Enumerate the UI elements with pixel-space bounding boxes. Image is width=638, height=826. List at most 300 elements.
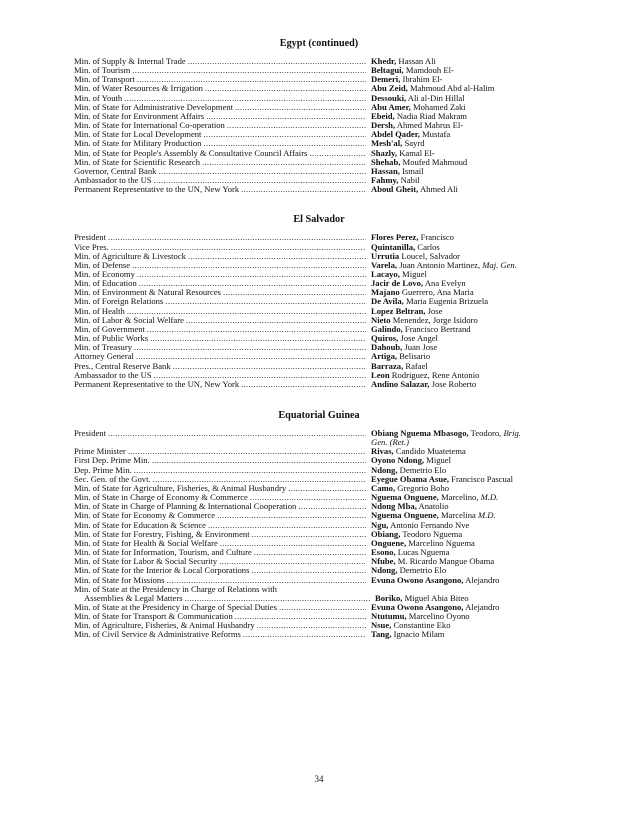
- country-heading: Equatorial Guinea: [278, 410, 360, 421]
- official-surname: Aboul Gheit,: [371, 185, 419, 195]
- official-row: [74, 167, 564, 176]
- office-title: Min. of Treasury: [74, 343, 133, 353]
- office-cell: [74, 261, 366, 270]
- official-surname: Tang,: [371, 630, 392, 640]
- official-surname: Majano: [371, 288, 400, 298]
- dot-leader: [254, 548, 366, 557]
- official-name: [366, 603, 564, 612]
- official-surname: Rivas,: [371, 447, 394, 457]
- office-title: Governor, Central Bank: [74, 166, 157, 176]
- office-cell: [74, 447, 366, 456]
- official-given-name: Marcelina: [440, 511, 476, 521]
- official-row: [74, 566, 564, 575]
- official-name: [366, 493, 564, 502]
- official-given-name: Ibrahim El-: [402, 75, 443, 85]
- office-cell: [74, 167, 366, 176]
- office-cell: [74, 493, 366, 502]
- office-title: Min. of Government: [74, 324, 145, 334]
- official-row: [74, 233, 564, 242]
- official-surname: Khedr,: [371, 57, 397, 66]
- official-surname: Camo,: [371, 483, 396, 493]
- official-row: [74, 352, 564, 361]
- official-surname: Ndong,: [371, 465, 398, 475]
- official-name: [366, 103, 564, 112]
- official-name: [366, 121, 564, 130]
- official-row: [74, 158, 564, 167]
- official-surname: Boriko,: [374, 593, 403, 603]
- official-given-name: Francisco Bertrand: [404, 324, 471, 334]
- dot-leader: [108, 429, 366, 438]
- official-given-name: Marcelino Oyono: [408, 612, 470, 622]
- country-section: [74, 38, 564, 194]
- official-row: [74, 103, 564, 112]
- official-given-name: Francisco: [420, 233, 454, 243]
- official-name: [366, 66, 564, 75]
- office-cell: [74, 466, 366, 475]
- officials-list: [74, 429, 564, 640]
- dot-leader: [205, 84, 366, 93]
- office-title: Min. of State at the Presidency in Charge of Relations with: [74, 584, 277, 594]
- dot-leader: [219, 557, 366, 566]
- official-surname: De Avila,: [371, 297, 404, 307]
- official-surname: Obiang Nguema Mbasogo,: [371, 429, 469, 438]
- office-title: Ambassador to the US: [74, 176, 152, 186]
- dot-leader: [127, 307, 366, 316]
- official-surname: Artiga,: [371, 352, 398, 362]
- official-given-name: Hassan Ali: [398, 57, 436, 66]
- official-surname: Barraza,: [371, 361, 404, 371]
- dot-leader: [150, 334, 366, 343]
- official-name: [366, 371, 564, 380]
- office-cell: [74, 548, 366, 557]
- office-title: Min. of State for People's Assembly & Consultative Council Affairs: [74, 148, 308, 158]
- office-title: Ambassador to the US: [74, 370, 152, 380]
- official-given-name: Ali al-Din Hillal: [407, 93, 465, 103]
- official-given-name: Belisario: [399, 352, 431, 362]
- official-row: [74, 484, 564, 493]
- official-rank: M.D.: [477, 511, 496, 521]
- office-title: Prime Minister: [74, 447, 126, 457]
- dot-leader: [165, 297, 366, 306]
- dot-leader: [111, 243, 366, 252]
- official-name: [366, 530, 564, 539]
- official-row: [74, 270, 564, 279]
- official-name: [366, 261, 564, 270]
- office-title: Min. of State for Economy & Commerce: [74, 511, 216, 521]
- office-cell: [74, 158, 366, 167]
- office-title: Min. of State for Local Development: [74, 130, 202, 140]
- official-given-name: Candido Muatetema: [395, 447, 466, 457]
- official-surname: Shazly,: [371, 148, 398, 158]
- dot-leader: [217, 511, 366, 520]
- official-name: [366, 447, 564, 456]
- official-rank: Maj. Gen.: [482, 260, 517, 270]
- official-name: [366, 279, 564, 288]
- dot-leader: [241, 185, 366, 194]
- official-name: [366, 466, 564, 475]
- office-cell: [74, 334, 366, 343]
- official-given-name: Sayrd: [404, 139, 425, 149]
- office-cell: [74, 94, 366, 103]
- official-given-name: Miguel Abia Biteo: [404, 593, 469, 603]
- office-title: Vice Pres.: [74, 242, 109, 252]
- dot-leader: [154, 371, 366, 380]
- official-given-name: Demetrio Elo: [399, 566, 447, 576]
- office-cell: [74, 75, 366, 84]
- office-cell: [74, 270, 366, 279]
- official-given-name: Maria Eugenia Brizuela: [405, 297, 489, 307]
- office-cell: [74, 502, 366, 511]
- country-heading: Egypt (continued): [279, 38, 359, 49]
- official-rank: Brig.: [503, 429, 521, 438]
- official-name: [366, 612, 564, 621]
- office-title: Min. of State for International Co-operation: [74, 121, 225, 131]
- official-row: [74, 325, 564, 334]
- official-rank: Gen. (Ret.): [371, 438, 409, 448]
- official-surname: Eyegue Obama Asue,: [371, 474, 450, 484]
- official-surname: Onguene,: [371, 538, 407, 548]
- official-name: [366, 334, 564, 343]
- official-surname: Ebeid,: [371, 111, 395, 121]
- official-row: [74, 297, 564, 306]
- official-name: [366, 429, 564, 438]
- office-cell: [74, 484, 366, 493]
- official-name: [366, 139, 564, 148]
- dot-leader: [235, 612, 366, 621]
- official-given-name: Anatolio: [418, 502, 449, 512]
- official-row: [74, 66, 564, 75]
- official-name: [366, 270, 564, 279]
- dot-leader: [152, 456, 366, 465]
- official-name: [366, 167, 564, 176]
- official-name: [366, 288, 564, 297]
- official-given-name: M. Ricardo Mangue Obama: [397, 557, 495, 567]
- dot-leader: [288, 484, 366, 493]
- office-cell: [74, 233, 366, 242]
- official-row: [74, 603, 564, 612]
- official-surname: Nieto: [371, 315, 391, 325]
- official-surname: Dahoub,: [371, 343, 403, 353]
- office-title: Min. of State for Education & Science: [74, 520, 206, 530]
- official-surname: Varela,: [371, 260, 398, 270]
- dot-leader: [279, 603, 366, 612]
- official-given-name: Mamdouh El-: [405, 66, 454, 76]
- office-title: First Dep. Prime Min.: [74, 456, 150, 466]
- office-cell: [74, 176, 366, 185]
- official-surname: Dersh,: [371, 121, 396, 131]
- office-cell: [74, 130, 366, 139]
- official-surname: Ndong,: [371, 566, 398, 576]
- section-container: [74, 38, 564, 640]
- official-given-name: Juan Jose: [404, 343, 438, 353]
- office-cell: [74, 521, 366, 530]
- official-given-name: Teodoro,: [470, 429, 502, 438]
- official-given-name: Menendez, Jorge Isidoro: [392, 315, 478, 325]
- official-given-name: Francisco Pascual: [451, 474, 514, 484]
- dot-leader: [251, 566, 366, 575]
- official-given-name: Constantine Eko: [393, 621, 451, 631]
- official-name: [366, 576, 564, 585]
- official-given-name: Ismail: [402, 166, 424, 176]
- office-title: Sec. Gen. of the Govt.: [74, 474, 151, 484]
- official-given-name: Ahmed Mahrus El-: [396, 121, 464, 131]
- office-title: Min. of Labor & Social Welfare: [74, 315, 184, 325]
- official-surname: Quiros,: [371, 334, 399, 344]
- official-surname: Flores Perez,: [371, 233, 419, 243]
- official-given-name: Alejandro: [465, 575, 500, 585]
- official-name: [366, 539, 564, 548]
- dot-leader: [298, 502, 366, 511]
- official-surname: Nfube,: [371, 557, 396, 567]
- dot-leader: [128, 447, 366, 456]
- official-row: [74, 466, 564, 475]
- office-cell: [74, 557, 366, 566]
- official-given-name: Mustafa: [422, 130, 451, 140]
- office-cell: [74, 316, 366, 325]
- dot-leader: [132, 261, 366, 270]
- office-cell: [74, 511, 366, 520]
- office-title: Min. of Tourism: [74, 66, 131, 76]
- official-name: [366, 307, 564, 316]
- office-cell: [74, 438, 366, 447]
- official-surname: Leon: [371, 370, 390, 380]
- office-cell: [74, 307, 366, 316]
- dot-leader: [173, 362, 366, 371]
- office-title: Min. of Civil Service & Administrative Reforms: [74, 630, 241, 640]
- official-row: [74, 84, 564, 93]
- official-given-name: Moufed Mahmoud: [402, 157, 468, 167]
- office-title: Min. of Water Resources & Irrigation: [74, 84, 203, 94]
- office-title: Min. of Health: [74, 306, 125, 316]
- official-surname: Obiang,: [371, 529, 401, 539]
- official-name: [366, 149, 564, 158]
- official-given-name: Miguel: [426, 456, 451, 466]
- official-row: [74, 630, 564, 639]
- official-surname: Shehab,: [371, 157, 401, 167]
- dot-leader: [227, 121, 366, 130]
- official-name: [366, 630, 564, 639]
- official-surname: Quintanilla,: [371, 242, 416, 252]
- dot-leader: [220, 539, 366, 548]
- official-name: [366, 325, 564, 334]
- dot-leader: [137, 270, 366, 279]
- official-name: [366, 343, 564, 352]
- official-row: [74, 539, 564, 548]
- official-name: [366, 158, 564, 167]
- official-name: [366, 297, 564, 306]
- office-title: Min. of State for Forestry, Fishing, & Environment: [74, 529, 250, 539]
- official-row: [74, 438, 564, 447]
- office-title: Min. of Agriculture, Fisheries, & Animal Husbandry: [74, 621, 255, 631]
- office-title: Min. of State at the Presidency in Charge of Special Duties: [74, 602, 277, 612]
- office-title: Min. of Education: [74, 279, 137, 289]
- official-name: [366, 176, 564, 185]
- office-title: Min. of Agriculture & Livestock: [74, 251, 186, 261]
- office-title: Assemblies & Legal Matters: [84, 593, 183, 603]
- dot-leader: [185, 594, 370, 603]
- official-given-name: Lucas Nguema: [397, 548, 450, 558]
- official-surname: Nguema Onguene,: [371, 493, 439, 503]
- office-cell: [74, 112, 366, 121]
- dot-leader: [223, 288, 366, 297]
- official-rank: M.D.: [480, 493, 499, 503]
- office-title: Min. of Foreign Relations: [74, 297, 164, 307]
- office-cell: [74, 252, 366, 261]
- office-cell: [74, 475, 366, 484]
- office-title: Dep. Prime Min.: [74, 465, 132, 475]
- official-name: [366, 475, 564, 484]
- officials-list: [74, 233, 564, 389]
- office-title: Min. of Youth: [74, 93, 123, 103]
- official-given-name: Marcelino Nguema: [408, 538, 475, 548]
- office-cell: [74, 621, 366, 630]
- document-page: [74, 38, 564, 640]
- official-name: [370, 594, 564, 603]
- official-given-name: Rafael: [405, 361, 428, 371]
- official-given-name: Ahmed Ali: [419, 185, 458, 195]
- office-cell: [74, 185, 366, 194]
- official-given-name: Guerrero, Ana Maria: [401, 288, 474, 298]
- office-title: Min. of State for Information, Tourism, and Culture: [74, 548, 252, 558]
- official-surname: Demeri,: [371, 75, 401, 85]
- official-row: [74, 121, 564, 130]
- official-given-name: Juan Antonio Martinez,: [399, 260, 481, 270]
- official-row: [74, 279, 564, 288]
- office-title: Min. of State for Agriculture, Fisheries, & Animal Husbandry: [74, 483, 287, 493]
- office-cell: [74, 456, 366, 465]
- office-title: Min. of State for Missions: [74, 575, 165, 585]
- official-row: [74, 612, 564, 621]
- official-surname: Nguema Onguene,: [371, 511, 439, 521]
- official-surname: Evuna Owono Asangono,: [371, 575, 464, 585]
- official-given-name: Rodriguez, Rene Antonio: [391, 370, 480, 380]
- office-cell: [74, 149, 366, 158]
- official-row: [74, 139, 564, 148]
- official-surname: Abdel Qader,: [371, 130, 420, 140]
- official-row: [74, 316, 564, 325]
- dot-leader: [154, 176, 366, 185]
- official-row: [74, 243, 564, 252]
- official-row: [74, 429, 564, 438]
- office-cell: [74, 380, 366, 389]
- official-name: [366, 502, 564, 511]
- office-cell: [74, 594, 370, 603]
- office-title: Permanent Representative to the UN, New York: [74, 185, 240, 195]
- dot-leader: [203, 139, 366, 148]
- official-name: [366, 84, 564, 93]
- official-name: [366, 94, 564, 103]
- office-cell: [74, 139, 366, 148]
- dot-leader: [203, 130, 366, 139]
- official-name: [366, 243, 564, 252]
- office-cell: [74, 539, 366, 548]
- official-given-name: Jose Angel: [400, 334, 438, 344]
- official-name: [366, 352, 564, 361]
- office-cell: [74, 362, 366, 371]
- official-name: [366, 585, 564, 594]
- official-given-name: Demetrio Elo: [399, 465, 447, 475]
- official-row: [74, 521, 564, 530]
- official-given-name: Ignacio Milam: [393, 630, 445, 640]
- office-title: Min. of State for Scientific Research: [74, 157, 201, 167]
- office-cell: [74, 371, 366, 380]
- dot-leader: [108, 233, 366, 242]
- official-name: [366, 548, 564, 557]
- office-title: Min. of State for Health & Social Welfare: [74, 538, 218, 548]
- official-given-name: Teodoro Nguema: [402, 529, 463, 539]
- official-name: [366, 456, 564, 465]
- official-surname: Galindo,: [371, 324, 403, 334]
- office-cell: [74, 297, 366, 306]
- official-row: [74, 334, 564, 343]
- office-title: Min. of State for the Interior & Local Corporations: [74, 566, 250, 576]
- official-row: [74, 112, 564, 121]
- official-name: [366, 521, 564, 530]
- official-name: [366, 233, 564, 242]
- official-name: [366, 566, 564, 575]
- office-title: Min. of Environment & Natural Resources: [74, 288, 222, 298]
- office-cell: [74, 66, 366, 75]
- official-given-name: Nabil: [400, 176, 420, 186]
- office-cell: [74, 288, 366, 297]
- official-row: [74, 621, 564, 630]
- official-surname: Lopez Beltran,: [371, 306, 426, 316]
- official-row: [74, 557, 564, 566]
- official-surname: Ndong Mba,: [371, 502, 417, 512]
- office-title: [74, 438, 76, 447]
- official-surname: Fahmy,: [371, 176, 399, 186]
- dot-leader: [147, 325, 366, 334]
- official-row: [74, 149, 564, 158]
- office-cell: [74, 530, 366, 539]
- dot-leader: [309, 149, 366, 158]
- official-name: [366, 484, 564, 493]
- officials-list: [74, 57, 564, 194]
- office-cell: [74, 603, 366, 612]
- official-surname: Beltagui,: [371, 66, 404, 76]
- dot-leader: [208, 521, 366, 530]
- official-row: [74, 185, 564, 194]
- dot-leader: [137, 75, 366, 84]
- official-name: [366, 438, 564, 447]
- office-title: Min. of Transport: [74, 75, 135, 85]
- office-cell: [74, 84, 366, 93]
- official-given-name: Jose: [427, 306, 443, 316]
- office-title: Min. of Defense: [74, 260, 131, 270]
- office-cell: [74, 585, 366, 594]
- office-title: Min. of Economy: [74, 269, 135, 279]
- official-name: [366, 511, 564, 520]
- dot-leader: [188, 57, 366, 66]
- official-row: [74, 261, 564, 270]
- dot-leader: [166, 576, 366, 585]
- office-title: Min. of State for Administrative Development: [74, 102, 233, 112]
- dot-leader: [134, 466, 366, 475]
- office-cell: [74, 343, 366, 352]
- official-row: [74, 548, 564, 557]
- official-row: [74, 252, 564, 261]
- office-title: Min. of State for Military Production: [74, 139, 202, 149]
- office-title: Permanent Representative to the UN, New York: [74, 379, 240, 389]
- country-section: [74, 214, 564, 389]
- office-title: Min. of State for Labor & Social Security: [74, 557, 218, 567]
- dot-leader: [136, 352, 366, 361]
- office-title: Attorney General: [74, 352, 134, 362]
- official-row: [74, 371, 564, 380]
- office-cell: [74, 612, 366, 621]
- official-name: [366, 130, 564, 139]
- dot-leader: [124, 94, 366, 103]
